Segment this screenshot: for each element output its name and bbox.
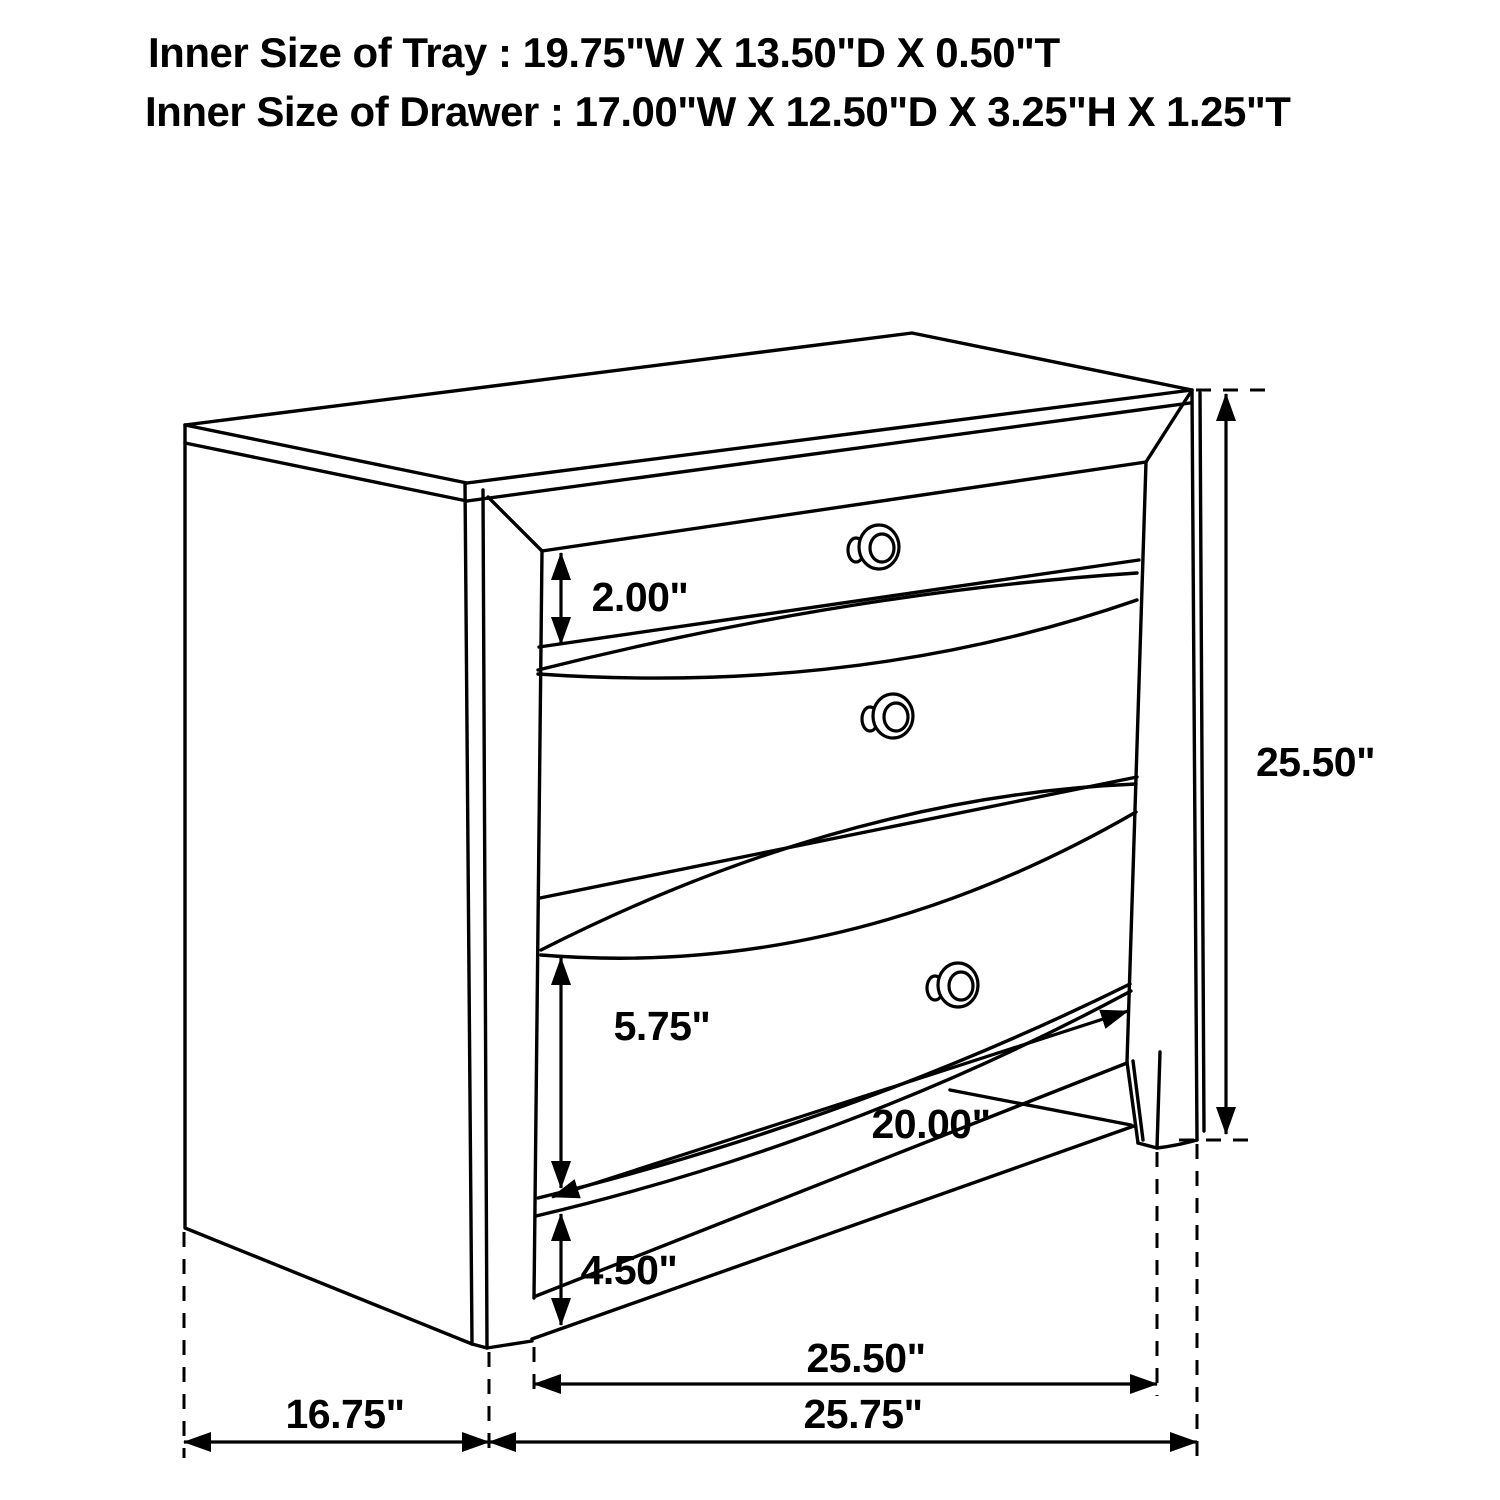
dim-label-front-base-width: 25.50": [806, 1335, 926, 1381]
header-drawer-size: Inner Size of Drawer : 17.00"W X 12.50"D X 3.25"H X 1.25"T: [145, 88, 1291, 135]
left-panel-front-inner-edge: [483, 490, 487, 1348]
left-panel-top-inner-edge: [185, 443, 467, 501]
front-frame: [488, 390, 1204, 1298]
right-stile-inner-edge: [1127, 462, 1146, 1062]
leg-right-edge: [1157, 1052, 1160, 1148]
knob-center: [949, 972, 973, 1000]
cabinet-right-inner-edge: [1200, 393, 1204, 1131]
top-face-front-inner-edge: [467, 403, 1190, 501]
dim-label-overall-width: 25.75": [803, 1391, 923, 1437]
knob-center: [884, 703, 908, 731]
middle-drawer-bottom-edge: [540, 777, 1137, 898]
dim-label-top-drawer-height: 2.00": [591, 574, 689, 620]
projection-lines: [184, 390, 1274, 1458]
left-stile-inner-edge: [534, 551, 542, 1298]
base-rail-bottom-edge: [532, 1126, 1134, 1339]
front-bottom-left-corner: [472, 1341, 532, 1348]
dim-label-bottom-drawer-height: 5.75": [613, 1003, 711, 1049]
dim-label-drawer-front-width: 20.00": [871, 1101, 991, 1147]
front-frame-left-chamfer: [488, 497, 542, 551]
tray-drawer-knob-icon: [848, 525, 899, 569]
dim-label-base-height: 4.50": [580, 1247, 678, 1293]
dim-label-side-depth: 16.75": [285, 1391, 405, 1437]
front-right-leg: [1127, 1052, 1160, 1148]
bottom-drawer-knob-icon: [927, 963, 978, 1007]
middle-drawer-knob-icon: [862, 694, 913, 738]
drawer-fronts-and-rails: [532, 560, 1139, 1339]
top-face-back-edge: [185, 333, 1192, 425]
front-frame-right-chamfer: [1146, 390, 1192, 462]
rail2-upper-curve: [541, 784, 1136, 950]
leg-bottom-edge: [1138, 1143, 1157, 1148]
left-panel-back-and-bottom-edge: [185, 425, 472, 1344]
front-frame-top-band-bottom-edge: [542, 462, 1146, 551]
knob-center: [870, 534, 894, 562]
header-tray-size: Inner Size of Tray : 19.75"W X 13.50"D X 0.50"T: [148, 29, 1060, 76]
top-face-front-edge: [467, 390, 1192, 483]
dim-label-overall-height: 25.50": [1256, 739, 1376, 785]
cabinet-right-outer-edge: [1192, 391, 1197, 1140]
dimension-lines: [184, 394, 1226, 1442]
left-panel-top-outer-edge: [185, 425, 467, 483]
cabinet-top-and-left-panel: [185, 333, 1192, 1348]
left-panel-front-outer-edge: [465, 483, 472, 1344]
